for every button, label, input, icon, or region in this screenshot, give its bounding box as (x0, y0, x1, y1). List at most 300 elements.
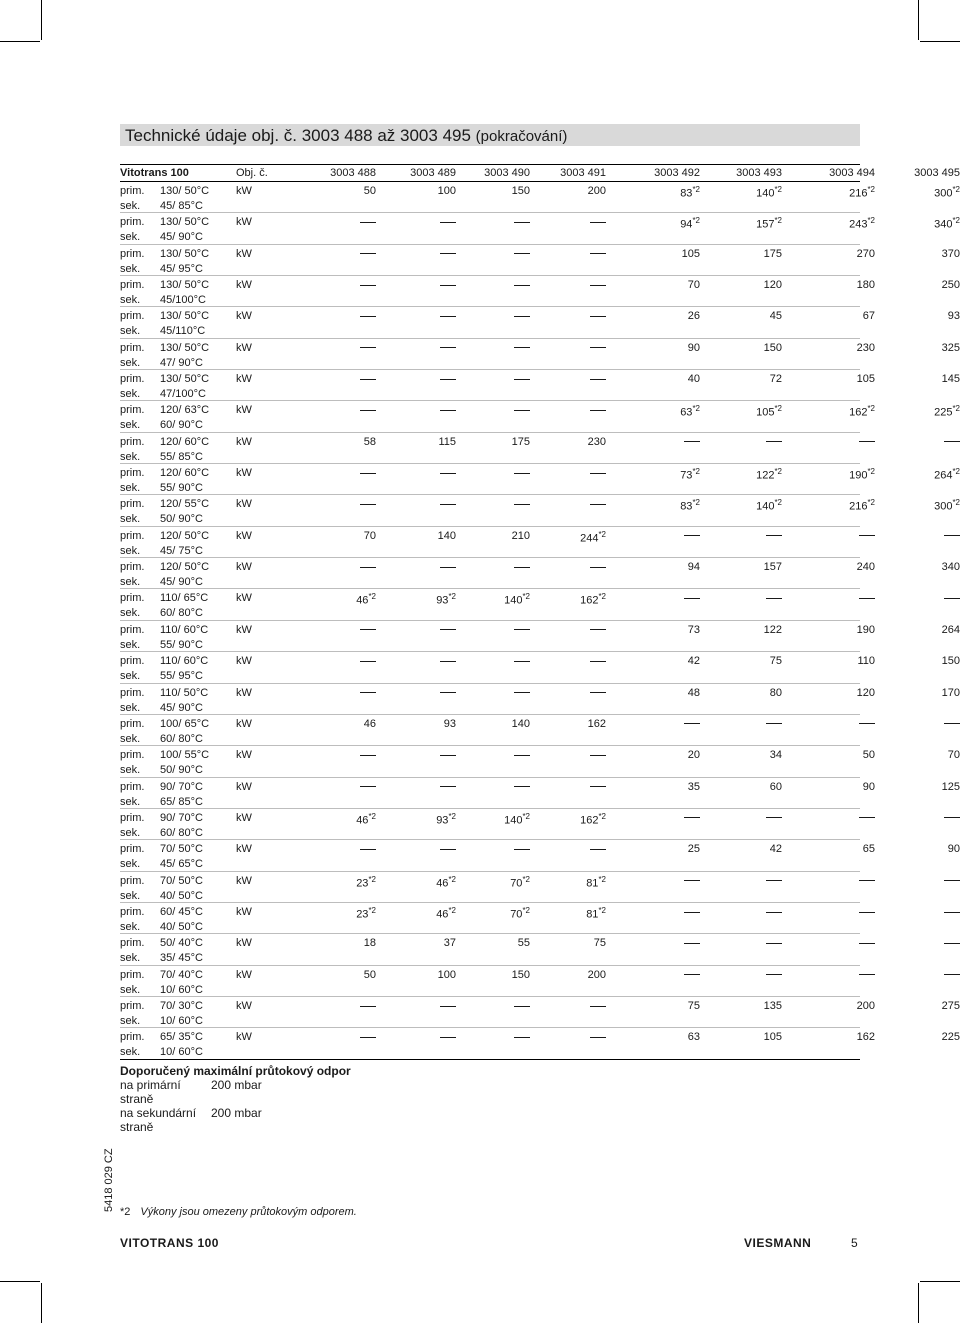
crop-mark (41, 0, 42, 40)
value-cell (546, 561, 606, 573)
dash (766, 817, 782, 818)
sek-temp: 47/100°C (160, 388, 206, 401)
prim-temp: 130/ 50°C (160, 310, 210, 323)
prim-temp: 110/ 60°C (160, 655, 209, 668)
dash (590, 253, 606, 254)
value-cell (900, 1031, 960, 1043)
value-cell (396, 1000, 456, 1012)
dash (590, 692, 606, 693)
value: 200 (587, 968, 606, 981)
dash (684, 912, 700, 913)
value: 58 (363, 435, 376, 448)
dash (514, 1006, 530, 1007)
value-cell (640, 342, 700, 354)
table-row (120, 840, 960, 871)
value: 200 (587, 185, 606, 197)
value-cell (316, 467, 376, 479)
footnote-ref: *2 (522, 811, 530, 821)
value: 75 (769, 655, 782, 668)
value-cell (316, 655, 376, 667)
resistance-primary-row-2 (120, 1092, 351, 1106)
value-cell (470, 185, 530, 197)
dash (859, 535, 875, 536)
prim-temp: 130/ 50°C (160, 279, 210, 292)
prim-temp: 120/ 60°C (160, 467, 210, 480)
unit: kW (236, 811, 252, 824)
dash (440, 1006, 456, 1007)
value-cell (316, 373, 376, 385)
prim-temp: 120/ 50°C (160, 561, 210, 574)
dash (360, 1006, 376, 1007)
value-cell (396, 592, 456, 607)
value-cell (722, 843, 782, 855)
value-cell (815, 436, 875, 448)
dash (360, 222, 376, 223)
prim-label: prim. (120, 529, 145, 542)
footnote-ref: *2 (867, 467, 875, 477)
value-cell (722, 937, 782, 949)
sek-temp: 55/ 85°C (160, 450, 203, 463)
dash (684, 723, 700, 724)
value-cell (815, 906, 875, 918)
prim-label: prim. (120, 905, 145, 918)
value: 75 (687, 999, 700, 1012)
sek-temp: 45/ 90°C (160, 701, 203, 714)
value-cell (815, 843, 875, 855)
value-cell (546, 875, 606, 890)
value-cell (316, 781, 376, 793)
header-col: 3003 491 (560, 167, 606, 179)
value: 93 (947, 310, 960, 323)
sek-label: sek. (120, 262, 141, 275)
value-cell (900, 843, 960, 855)
value-cell (815, 592, 875, 604)
sek-temp: 45/ 85°C (160, 200, 203, 212)
value-cell (470, 655, 530, 667)
prim-label: prim. (120, 561, 145, 574)
value-cell (546, 1031, 606, 1043)
header-label: Vitotrans 100 (120, 167, 189, 179)
value-cell (546, 1000, 606, 1012)
sek-temp: 35/ 45°C (160, 952, 203, 965)
header-unit: Obj. č. (236, 167, 268, 179)
value-cell (722, 1000, 782, 1012)
value-cell (546, 373, 606, 385)
value-cell (900, 624, 960, 636)
value-cell (640, 875, 700, 887)
value-cell (546, 906, 606, 921)
value-cell (396, 310, 456, 322)
value: 157 (756, 219, 775, 231)
footnote-ref: *2 (952, 404, 960, 414)
value-cell (396, 436, 456, 448)
value: 35 (687, 780, 700, 793)
value-cell (316, 530, 376, 542)
value-cell (900, 561, 960, 573)
table-row (120, 339, 960, 370)
value-cell (316, 248, 376, 260)
value: 140 (756, 501, 775, 514)
value-cell (316, 279, 376, 291)
value-cell (546, 937, 606, 949)
value-cell (722, 373, 782, 385)
crop-mark (0, 41, 40, 42)
value: 190 (849, 469, 868, 482)
prim-label: prim. (120, 185, 145, 197)
unit: kW (236, 561, 252, 574)
value-cell (396, 624, 456, 636)
table-row (120, 370, 960, 401)
prim-temp: 70/ 40°C (160, 968, 203, 981)
prim-label: prim. (120, 216, 145, 229)
sek-label: sek. (120, 231, 141, 244)
dash (360, 253, 376, 254)
value-cell (722, 185, 782, 200)
prim-label: prim. (120, 937, 145, 950)
value: 157 (763, 561, 782, 574)
table-row (120, 652, 960, 683)
value: 216 (849, 501, 868, 514)
dash (514, 661, 530, 662)
prim-label: prim. (120, 373, 145, 386)
prim-temp: 110/ 50°C (160, 686, 209, 699)
value-cell (815, 624, 875, 636)
prim-label: prim. (120, 592, 145, 605)
value-cell (722, 467, 782, 482)
value-cell (722, 498, 782, 513)
value-cell (722, 875, 782, 887)
value: 230 (587, 435, 606, 448)
header-col: 3003 493 (736, 167, 782, 179)
value-cell (815, 279, 875, 291)
footnote-ref: *2 (952, 467, 960, 477)
value: 150 (511, 968, 530, 981)
value-cell (722, 404, 782, 419)
value-cell (900, 404, 960, 419)
dash (514, 692, 530, 693)
value-cell (722, 248, 782, 260)
prim-label: prim. (120, 780, 145, 793)
value-cell (396, 718, 456, 730)
value-cell (722, 687, 782, 699)
section-title-bar (120, 124, 860, 146)
value-cell (316, 875, 376, 890)
value: 125 (941, 780, 960, 793)
value: 340 (934, 219, 953, 231)
value-cell (815, 718, 875, 730)
footnote-symbol: *2 (120, 1206, 131, 1218)
unit: kW (236, 341, 252, 354)
dash (360, 473, 376, 474)
value: 243 (849, 219, 868, 231)
value: 46 (356, 814, 369, 827)
title-main-text: Technické údaje obj. č. 3003 488 až 3003 495 (125, 126, 471, 145)
value-cell (900, 498, 960, 513)
dash (944, 880, 960, 881)
dash (440, 692, 456, 693)
prim-label: prim. (120, 874, 145, 887)
value: 264 (934, 469, 953, 482)
dash (766, 723, 782, 724)
value-cell (815, 1000, 875, 1012)
value: 122 (756, 469, 775, 482)
dash (440, 504, 456, 505)
sek-label: sek. (120, 513, 141, 526)
footnote-ref: *2 (692, 185, 700, 194)
value-cell (815, 561, 875, 573)
value-cell (815, 1031, 875, 1043)
crop-mark (0, 1281, 40, 1282)
value-cell (815, 781, 875, 793)
value-cell (722, 749, 782, 761)
footnote-ref: *2 (692, 467, 700, 477)
footnote-ref: *2 (598, 592, 606, 602)
table-body (120, 182, 960, 1059)
sek-label: sek. (120, 482, 141, 495)
dash (440, 1037, 456, 1038)
footnote-ref: *2 (368, 874, 376, 884)
value-cell (640, 937, 700, 949)
value: 42 (769, 843, 782, 856)
value-cell (900, 310, 960, 322)
sek-temp: 45/ 90°C (160, 231, 203, 244)
value-cell (900, 781, 960, 793)
dash (514, 222, 530, 223)
header-col: 3003 488 (330, 167, 376, 179)
value-cell (722, 655, 782, 667)
dash (440, 473, 456, 474)
value: 110 (857, 655, 875, 668)
dash (514, 567, 530, 568)
value-cell (546, 498, 606, 510)
value-cell (396, 373, 456, 385)
table-row (120, 778, 960, 809)
value-cell (640, 185, 700, 200)
value: 200 (856, 999, 875, 1012)
value: 63 (687, 1031, 700, 1044)
table-row (120, 433, 860, 464)
value: 340 (941, 561, 960, 574)
footnote-ref: *2 (774, 498, 782, 508)
value-cell (316, 592, 376, 607)
crop-mark (920, 1281, 960, 1282)
value-cell (815, 216, 875, 231)
value-cell (546, 310, 606, 322)
sek-temp: 55/ 90°C (160, 638, 203, 651)
value: 75 (593, 937, 606, 950)
value-cell (900, 969, 960, 981)
value: 135 (763, 999, 782, 1012)
value-cell (470, 969, 530, 981)
value-cell (396, 843, 456, 855)
table-row (120, 1028, 960, 1059)
dash (944, 943, 960, 944)
dash (944, 535, 960, 536)
value: 162 (849, 407, 868, 420)
value: 93 (443, 717, 456, 730)
prim-label: prim. (120, 341, 145, 354)
value: 370 (941, 247, 960, 260)
sek-temp: 45/ 90°C (160, 576, 203, 589)
prim-temp: 70/ 50°C (160, 874, 203, 887)
crop-mark (920, 41, 960, 42)
value-cell (316, 749, 376, 761)
value-cell (470, 373, 530, 385)
dash (360, 755, 376, 756)
dash (360, 285, 376, 286)
value: 70 (363, 529, 376, 542)
value-cell (900, 937, 960, 949)
sek-temp: 47/ 90°C (160, 356, 203, 369)
value: 225 (934, 407, 953, 420)
dash (590, 786, 606, 787)
value-cell (316, 718, 376, 730)
value-cell (640, 812, 700, 824)
value-cell (815, 812, 875, 824)
dash (590, 849, 606, 850)
value: 122 (763, 623, 782, 636)
value: 275 (941, 999, 960, 1012)
header-col: 3003 492 (654, 167, 700, 179)
value-cell (546, 279, 606, 291)
prim-label: prim. (120, 749, 145, 762)
sek-label: sek. (120, 920, 141, 933)
dash (766, 880, 782, 881)
value: 145 (941, 373, 960, 386)
dash (360, 567, 376, 568)
sek-label: sek. (120, 670, 141, 683)
resistance-title: Doporučený maximální průtokový odpor (120, 1064, 351, 1078)
dash (944, 912, 960, 913)
prim-temp: 130/ 50°C (160, 341, 210, 354)
footnote-ref: *2 (692, 404, 700, 414)
prim-temp: 120/ 63°C (160, 404, 210, 417)
dash (859, 880, 875, 881)
prim-temp: 70/ 30°C (160, 999, 203, 1012)
value-cell (546, 969, 606, 981)
value: 300 (934, 187, 953, 200)
value-cell (640, 467, 700, 482)
value: 264 (941, 623, 960, 636)
value-cell (722, 530, 782, 542)
value: 73 (680, 469, 693, 482)
secondary-label: na sekundární (120, 1106, 197, 1120)
dash (440, 661, 456, 662)
dash (360, 629, 376, 630)
dash (440, 410, 456, 411)
value: 90 (862, 780, 875, 793)
value-cell (900, 185, 960, 200)
dash (440, 567, 456, 568)
prim-temp: 130/ 50°C (160, 247, 210, 260)
prim-label: prim. (120, 310, 145, 323)
sek-temp: 45/110°C (160, 325, 206, 338)
value-cell (316, 498, 376, 510)
prim-label: prim. (120, 498, 145, 511)
value-cell (900, 248, 960, 260)
value-cell (396, 875, 456, 890)
unit: kW (236, 686, 252, 699)
page-title (125, 126, 567, 146)
table-row (120, 527, 860, 558)
primary-label: na primární (120, 1078, 181, 1092)
sek-label: sek. (120, 419, 141, 432)
table-row (120, 903, 860, 934)
value: 23 (356, 908, 369, 921)
value-cell (815, 969, 875, 981)
value: 18 (363, 937, 376, 950)
value-cell (546, 718, 606, 730)
sek-label: sek. (120, 983, 141, 996)
header-col: 3003 490 (484, 167, 530, 179)
footnote-text: Výkony jsou omezeny průtokovým odporem. (140, 1206, 357, 1218)
table-row (120, 401, 960, 432)
value: 20 (687, 749, 700, 762)
value-cell (640, 1031, 700, 1043)
value: 46 (363, 717, 376, 730)
table-row (120, 558, 960, 589)
value-cell (640, 687, 700, 699)
value-cell (316, 1000, 376, 1012)
value: 120 (856, 686, 875, 699)
footnote-ref: *2 (774, 216, 782, 226)
value-cell (316, 216, 376, 228)
value-cell (815, 373, 875, 385)
dash (684, 943, 700, 944)
value-cell (396, 969, 456, 981)
value-cell (722, 310, 782, 322)
dash (859, 817, 875, 818)
dash (360, 316, 376, 317)
dash (590, 316, 606, 317)
prim-temp: 120/ 55°C (160, 498, 210, 511)
dash (859, 598, 875, 599)
footnote-ref: *2 (598, 811, 606, 821)
value: 93 (436, 595, 449, 608)
sek-temp: 10/ 60°C (160, 1014, 203, 1027)
value-cell (470, 749, 530, 761)
dash (684, 974, 700, 975)
unit: kW (236, 717, 252, 730)
prim-temp: 120/ 60°C (160, 435, 210, 448)
value: 140 (511, 717, 530, 730)
value-cell (640, 498, 700, 513)
dash (360, 504, 376, 505)
value: 140 (756, 187, 775, 200)
value-cell (815, 530, 875, 542)
value-cell (316, 404, 376, 416)
prim-label: prim. (120, 467, 145, 480)
value-cell (640, 248, 700, 260)
prim-temp: 90/ 70°C (160, 780, 203, 793)
value-cell (546, 812, 606, 827)
value-cell (900, 749, 960, 761)
value-cell (640, 624, 700, 636)
dash (766, 974, 782, 975)
value: 162 (580, 814, 599, 827)
footnote-ref: *2 (867, 404, 875, 414)
value: 250 (941, 279, 960, 292)
prim-temp: 130/ 50°C (160, 373, 210, 386)
primary-label-2: straně (120, 1092, 154, 1106)
value-cell (470, 1031, 530, 1043)
value: 73 (687, 623, 700, 636)
dash (440, 629, 456, 630)
footnote-ref: *2 (952, 185, 960, 194)
value-cell (722, 342, 782, 354)
dash (859, 943, 875, 944)
value-cell (316, 561, 376, 573)
